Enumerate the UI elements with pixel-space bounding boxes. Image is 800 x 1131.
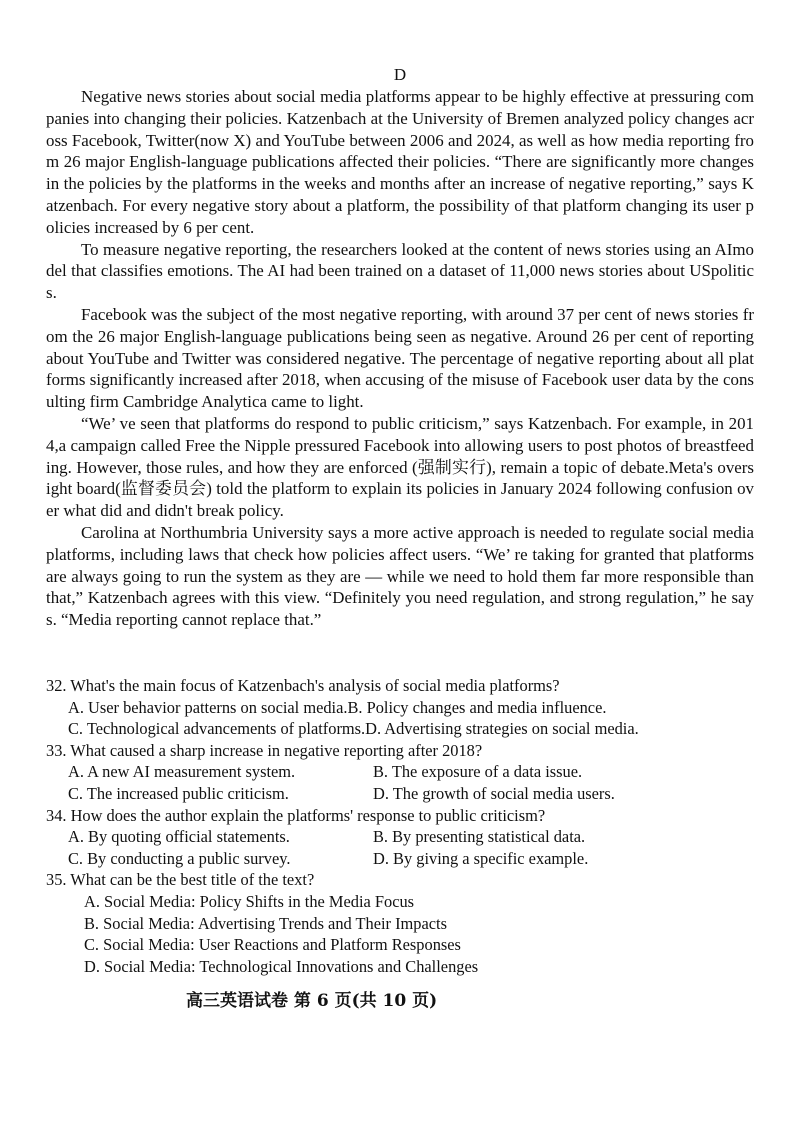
question-35-option-a: A. Social Media: Policy Shifts in the Media Focus: [84, 891, 415, 911]
question-35-option-b: B. Social Media: Advertising Trends and Their Impacts: [84, 913, 447, 933]
question-34-option-a: A. By quoting official statements.: [68, 827, 290, 847]
question-32-options-cd: C. Technological advancements of platforms.D. Advertising strategies on social media.: [68, 719, 639, 739]
section-letter: D: [393, 65, 407, 84]
question-35-option-d: D. Social Media: Technological Innovations and Challenges: [84, 956, 479, 976]
question-35-options: [46, 891, 754, 977]
question-34-stem: 34. How does the author explain the platforms' response to public criticism?: [46, 805, 546, 825]
reading-passage: [46, 86, 754, 631]
question-33-option-d: D. The growth of social media users.: [373, 783, 615, 803]
passage-paragraph: Negative news stories about social media platforms appear to be highly effective at pressuring companies into changing their policies. Katzenbach at the University of Bremen analyzed policy changes across Facebook, Twitter(now X) and YouTube between 2006 and 2024, as well as how media reporting from 26 major English-language publications affected their policies. “There are significantly more changes in the policies by the platforms in the weeks and months after an increase of negative reporting,” says Katzenbach. For every negative story about a platform, the possibility of that platform changing its user policies increased by 6 per cent.: [46, 87, 754, 237]
question-32-stem: 32. What's the main focus of Katzenbach's analysis of social media platforms?: [46, 676, 560, 695]
passage-paragraph: To measure negative reporting, the researchers looked at the content of news stories using an AImodel that classifies emotions. The AI had been trained on a dataset of 11,000 news stories about USpolitics.: [46, 239, 754, 303]
question-33-option-c: C. The increased public criticism.: [68, 783, 289, 803]
question-33-stem: 33. What caused a sharp increase in negative reporting after 2018?: [46, 740, 483, 760]
question-35-stem: 35. What can be the best title of the text?: [46, 870, 315, 890]
passage-paragraph: Carolina at Northumbria University says a more active approach is needed to regulate social media platforms, including laws that check how policies affect users. “We’ re taking for granted that platforms are always going to run the system as they are — while we need to hold them far more responsible than that,” Katzenbach agrees with this view. “Definitely you need regulation, and strong regulation,” he says. “Media reporting cannot replace that.”: [46, 522, 754, 630]
question-33-option-b: B. The exposure of a data issue.: [373, 762, 583, 782]
question-34-option-b: B. By presenting statistical data.: [373, 827, 586, 847]
question-35-option-c: C. Social Media: User Reactions and Platform Responses: [84, 935, 461, 955]
page-footer: 高三英语试卷 第 6 页(共 10 页): [186, 991, 438, 1011]
passage-paragraph: “We’ ve seen that platforms do respond to public criticism,” says Katzenbach. For example, in 2014,a campaign called Free the Nipple pressured Facebook into allowing users to post photos of breastfeeding. However, those rules, and how they are enforced (强制实行), remain a topic of debate.Meta's oversight board(监督委员会) told the platform to explain its policies in January 2024 following confusion over what did and didn't break policy.: [46, 413, 754, 521]
passage-paragraph: Facebook was the subject of the most negative reporting, with around 37 per cent of news stories from the 26 major English-language publications being seen as negative. Around 26 per cent of reporting about YouTube and Twitter was considered negative. The percentage of negative reporting about all platforms significantly increased after 2018, when accusing of the misuse of Facebook user data by the consulting firm Cambridge Analytica came to light.: [46, 304, 754, 412]
question-34-option-c: C. By conducting a public survey.: [68, 848, 291, 868]
question-34-option-d: D. By giving a specific example.: [373, 848, 589, 868]
question-section: [46, 675, 754, 977]
question-33-option-a: A. A new AI measurement system.: [68, 762, 296, 782]
question-32-options-ab: A. User behavior patterns on social media.B. Policy changes and media influence.: [68, 697, 607, 717]
